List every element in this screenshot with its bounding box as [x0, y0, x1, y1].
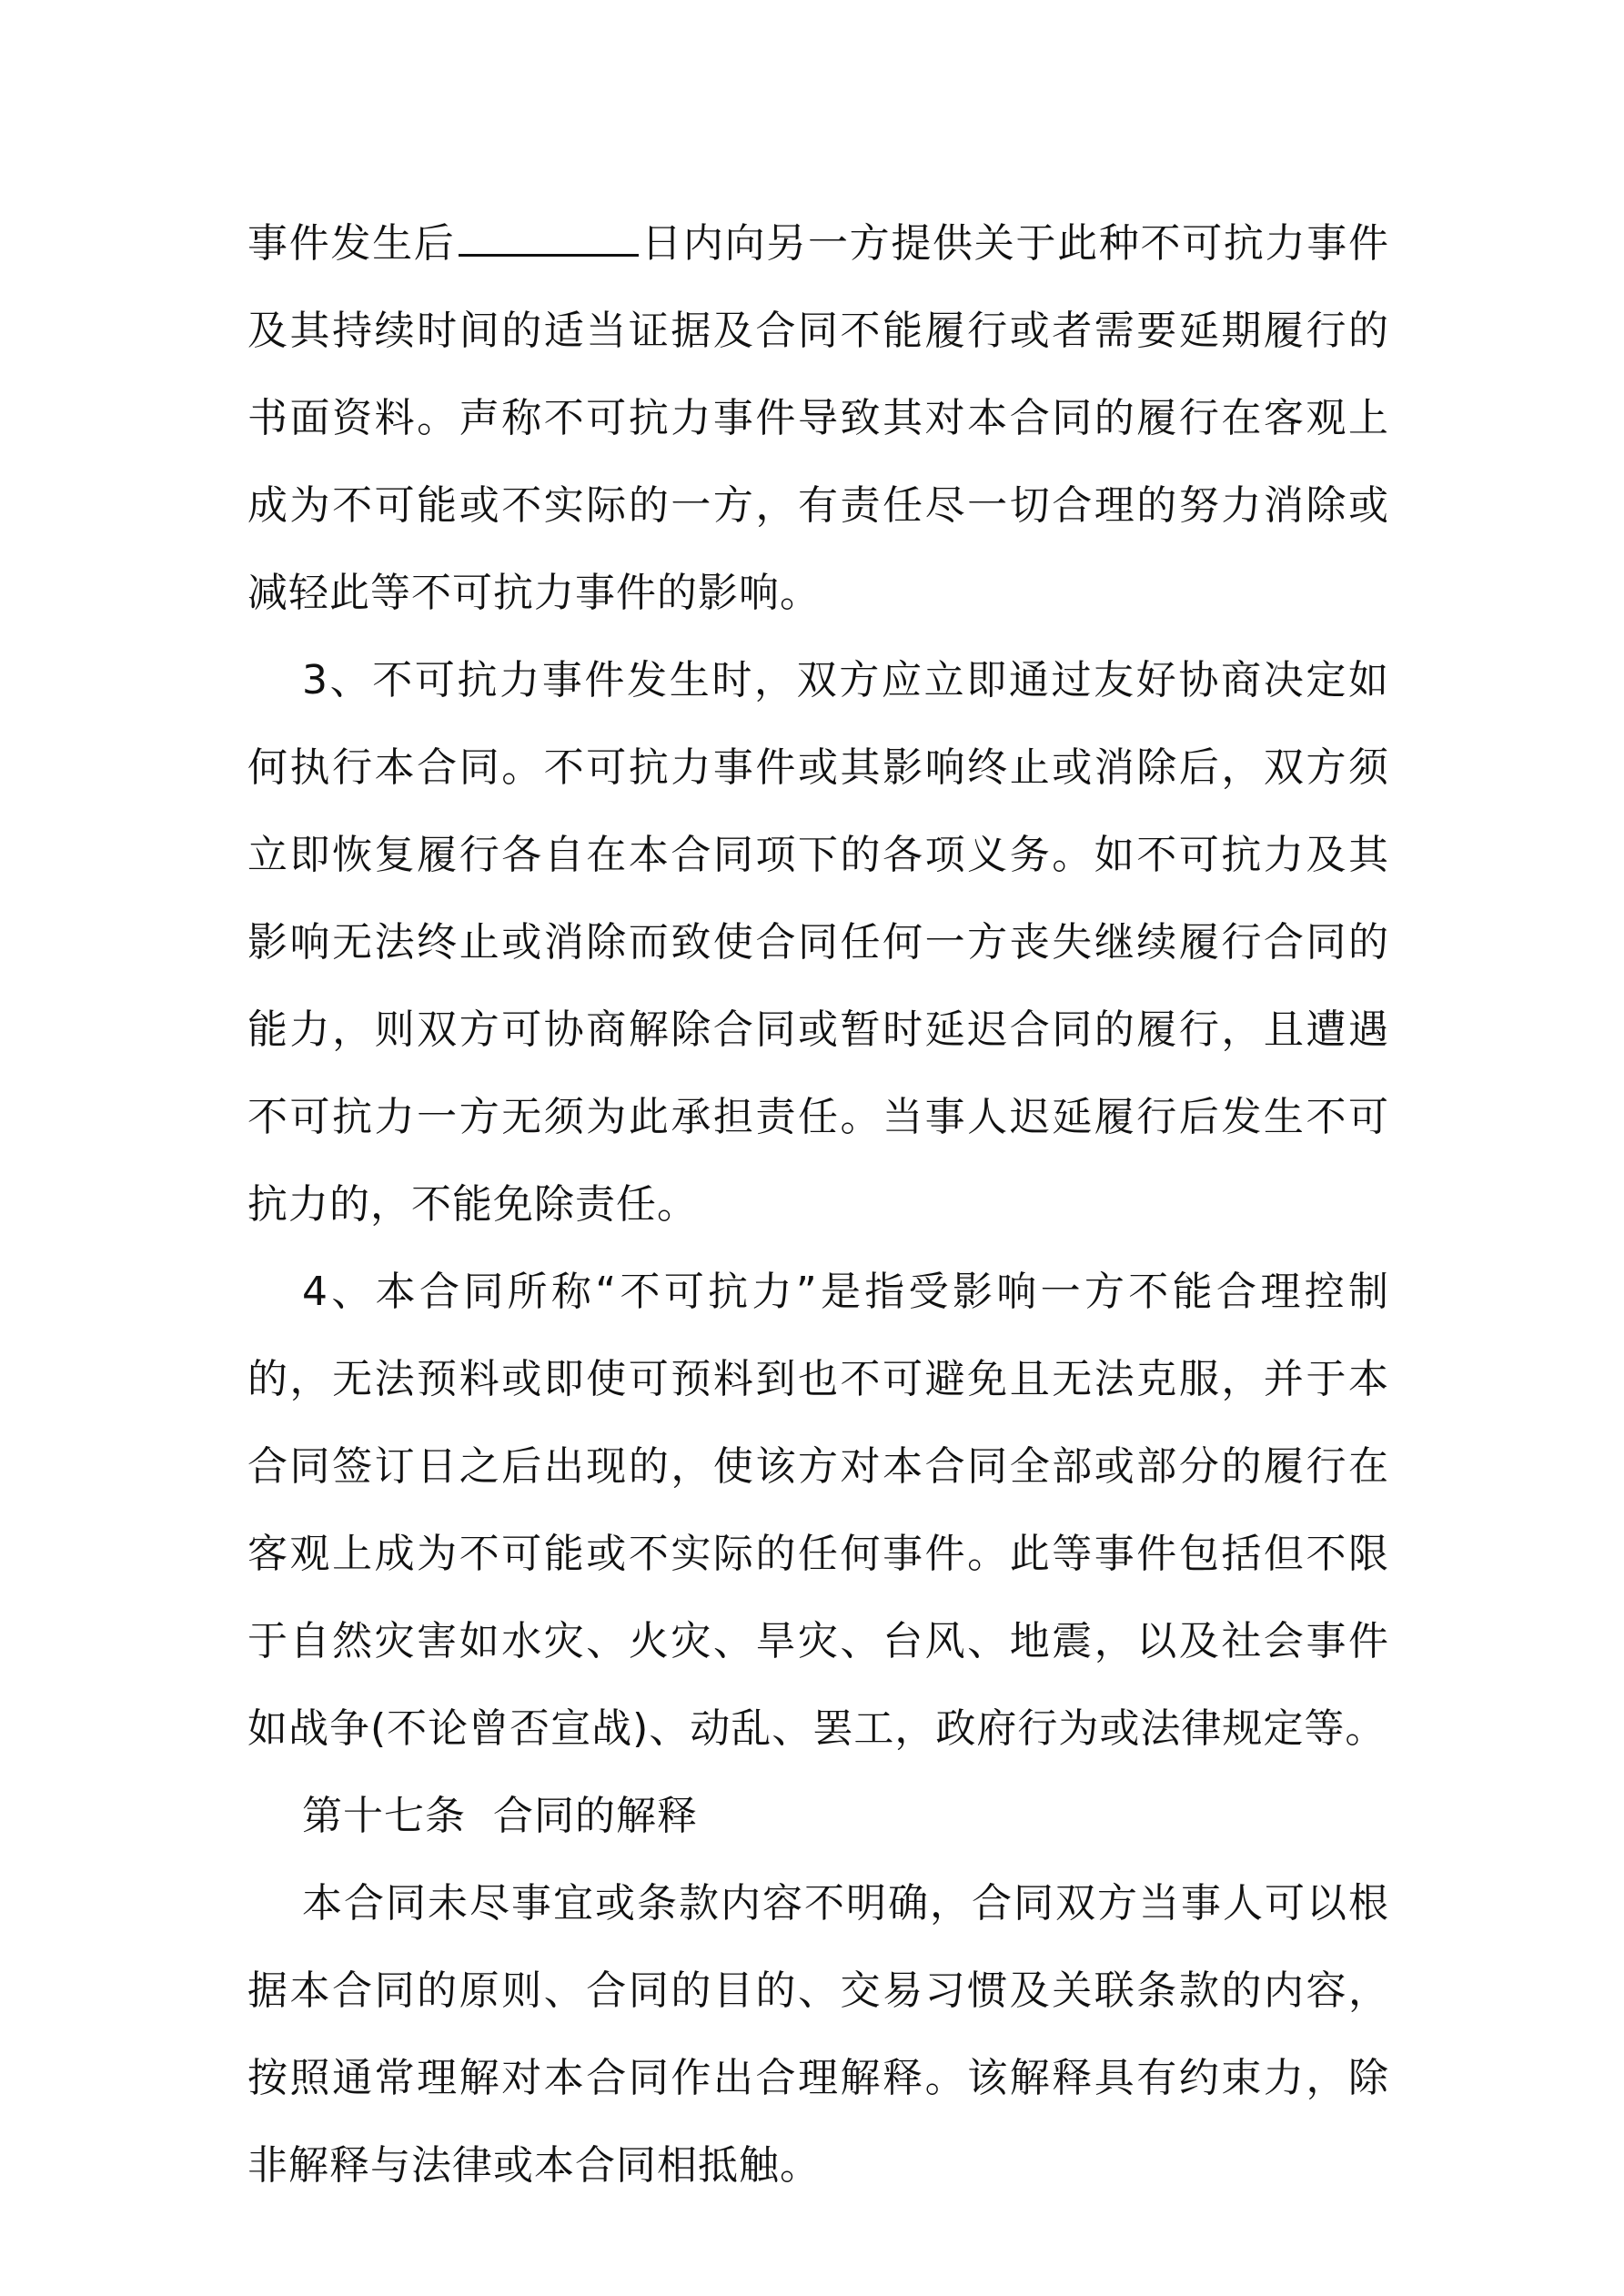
paragraph-force-majeure-notice [247, 200, 1389, 637]
paragraph-text-after-blank: 日内向另一方提供关于此种不可抗力事件及其持续时间的适当证据及合同不能履行或者需要延期履行的书面资料。声称不可抗力事件导致其对本合同的履行在客观上成为不可能或不实际的一方，有责任尽一切合理的努力消除或减轻此等不可抗力事件的影响。 [247, 220, 1390, 616]
document-body [247, 200, 1389, 2210]
clause-4-paragraph: 4、本合同所称“不可抗力”是指受影响一方不能合理控制的，无法预料或即使可预料到也不可避免且无法克服，并于本合同签订日之后出现的，使该方对本合同全部或部分的履行在客观上成为不可能或不实际的任何事件。此等事件包括但不限于自然灾害如水灾、火灾、旱灾、台风、地震，以及社会事件如战争(不论曾否宣战)、动乱、罢工，政府行为或法律规定等。 [247, 1269, 1389, 1752]
clause-3-paragraph: 3、不可抗力事件发生时，双方应立即通过友好协商决定如何执行本合同。不可抗力事件或其影响终止或消除后，双方须立即恢复履行各自在本合同项下的各项义务。如不可抗力及其影响无法终止或消除而致使合同任何一方丧失继续履行合同的能力，则双方可协商解除合同或暂时延迟合同的履行，且遭遇不可抗力一方无须为此承担责任。当事人迟延履行后发生不可抗力的，不能免除责任。 [247, 657, 1389, 1228]
days-fill-in-blank[interactable] [459, 214, 639, 257]
article-17-heading: 第十七条 合同的解释 [302, 1793, 698, 1839]
paragraph-text-before-blank: 事件发生后 [247, 220, 456, 267]
article-17-paragraph: 本合同未尽事宜或条款内容不明确，合同双方当事人可以根据本合同的原则、合同的目的、交易习惯及关联条款的内容，按照通常理解对本合同作出合理解释。该解释具有约束力，除非解释与法律或本合同相抵触。 [247, 1880, 1389, 2189]
